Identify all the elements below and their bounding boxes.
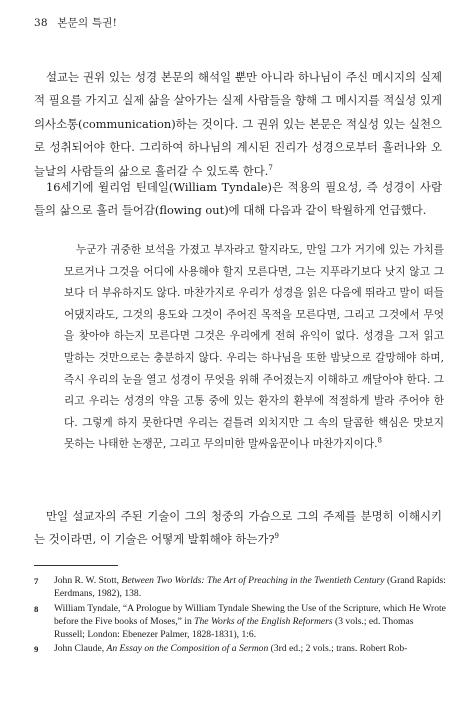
paragraph-text: 만일 설교자의 주된 기술이 그의 청중의 가슴으로 그의 주제를 분명히 이해시키는 것이라면, 이 기술은 어떻게 발휘해야 하는가? [34,509,442,547]
footnote-text-part: (3rd ed.; 2 vols.; trans. Robert Rob- [268,643,408,655]
footnote-text [54,574,446,600]
footnote-text-part: John R. W. Stott, [54,575,122,586]
running-header [34,15,117,30]
footnote-text-part: John Claude, [54,643,107,655]
footnote-number: 8 [34,603,39,614]
paragraph-text: 16세기에 윌리엄 틴데일(William Tyndale)은 적용의 필요성, 즉 성경이 사람들의 삶으로 흘러 들어감(flowing out)에 대해 다음과 같이 탁월하게 언급했다. [34,180,442,218]
block-quote [64,240,444,456]
book-title: An Essay on the Composition of a Sermon [106,643,269,655]
footnote-divider [34,565,118,566]
book-title: The Works of the English Reformers [194,615,333,627]
footnote-text-part: (Grand Rapids: Eerdmans, 1982), 138. [54,575,446,600]
quote-text: 누군가 귀중한 보석을 가졌고 부자라고 할지라도, 만일 그가 거기에 있는 가치를 모르거나 그것을 어디에 사용해야 할지 모른다면, 그는 지푸라기보다 낫지 않고 그보다 더 부유하지도 않다. 마찬가지로 우리가 성경을 읽은 다음에 뛰라고 말이 떠들어댔지라도, 그것의 용도와 그것이 주어진 목적을 모른다면, 그리고 그것에서 무엇을 찾아야 하는지 모른다면 그것은 우리에게 전혀 유익이 없다. 성경을 그저 읽고 말하는 것만으로는 충분하지 않다. 우리는 하나님을 또한 밤낮으로 갈망해야 하며, 즉시 우리의 눈을 열고 성경이 무엇을 위해 주어졌는지 이해하고 깨달아야 한다. 그리고 우리는 성경의 약을 고통 중에 있는 환자의 환부에 적절하게 발라 주어야 한다. 그렇게 하지 못한다면 우리는 겉틀려 외치지만 그 속의 달콤한 핵심은 맛보지 못하는 나태한 논쟁꾼, 그리고 무의미한 말싸움꾼이나 마찬가지이다. [64,244,444,451]
footnote-number: 9 [34,644,39,655]
footnotes [34,574,446,658]
body-paragraph-1 [34,66,442,183]
footnote-text-part: William Tyndale, “A Prologue by William Tyndale Shewing the Use of the Scripture, which He Wrote before the Five books of Moses,” in [54,602,446,627]
footnote-ref[interactable]: 7 [268,163,273,172]
footnote-ref[interactable]: 9 [274,532,279,541]
paragraph-text: 설교는 권위 있는 성경 본문의 해석일 뿐만 아니라 하나님이 주신 메시지의 실제적 필요를 가지고 실제 삶을 살아가는 실제 사람들을 향해 그 메시지를 적실성 있게 의사소통(communication)하는 것이다. 그 권위 있는 본문은 적실성 있는 실천으로 성취되어야 한다. 그리하여 하나님의 계시된 진리가 성경으로부터 흘러나와 오늘날의 사람들의 삶으로 흘러갈 수 있도록 한다. [34,70,442,178]
page-number: 38 [34,17,48,29]
footnote-text [54,602,446,642]
body-paragraph-3 [34,505,442,552]
body-paragraph-2 [34,176,442,223]
running-title: 본문의 특권! [57,17,117,29]
footnote [34,574,446,600]
footnote-ref[interactable]: 8 [377,436,382,445]
footnote-number: 7 [34,576,39,586]
footnote-text-part: (3 vols.; ed. Thomas Russell; London: Ebenezer Palmer, 1828-1831), 1:6. [54,615,414,640]
footnote-text [54,642,446,656]
footnote [34,642,446,656]
footnote [34,602,446,642]
book-title: Between Two Worlds: The Art of Preaching in the Twentieth Century [121,575,385,586]
